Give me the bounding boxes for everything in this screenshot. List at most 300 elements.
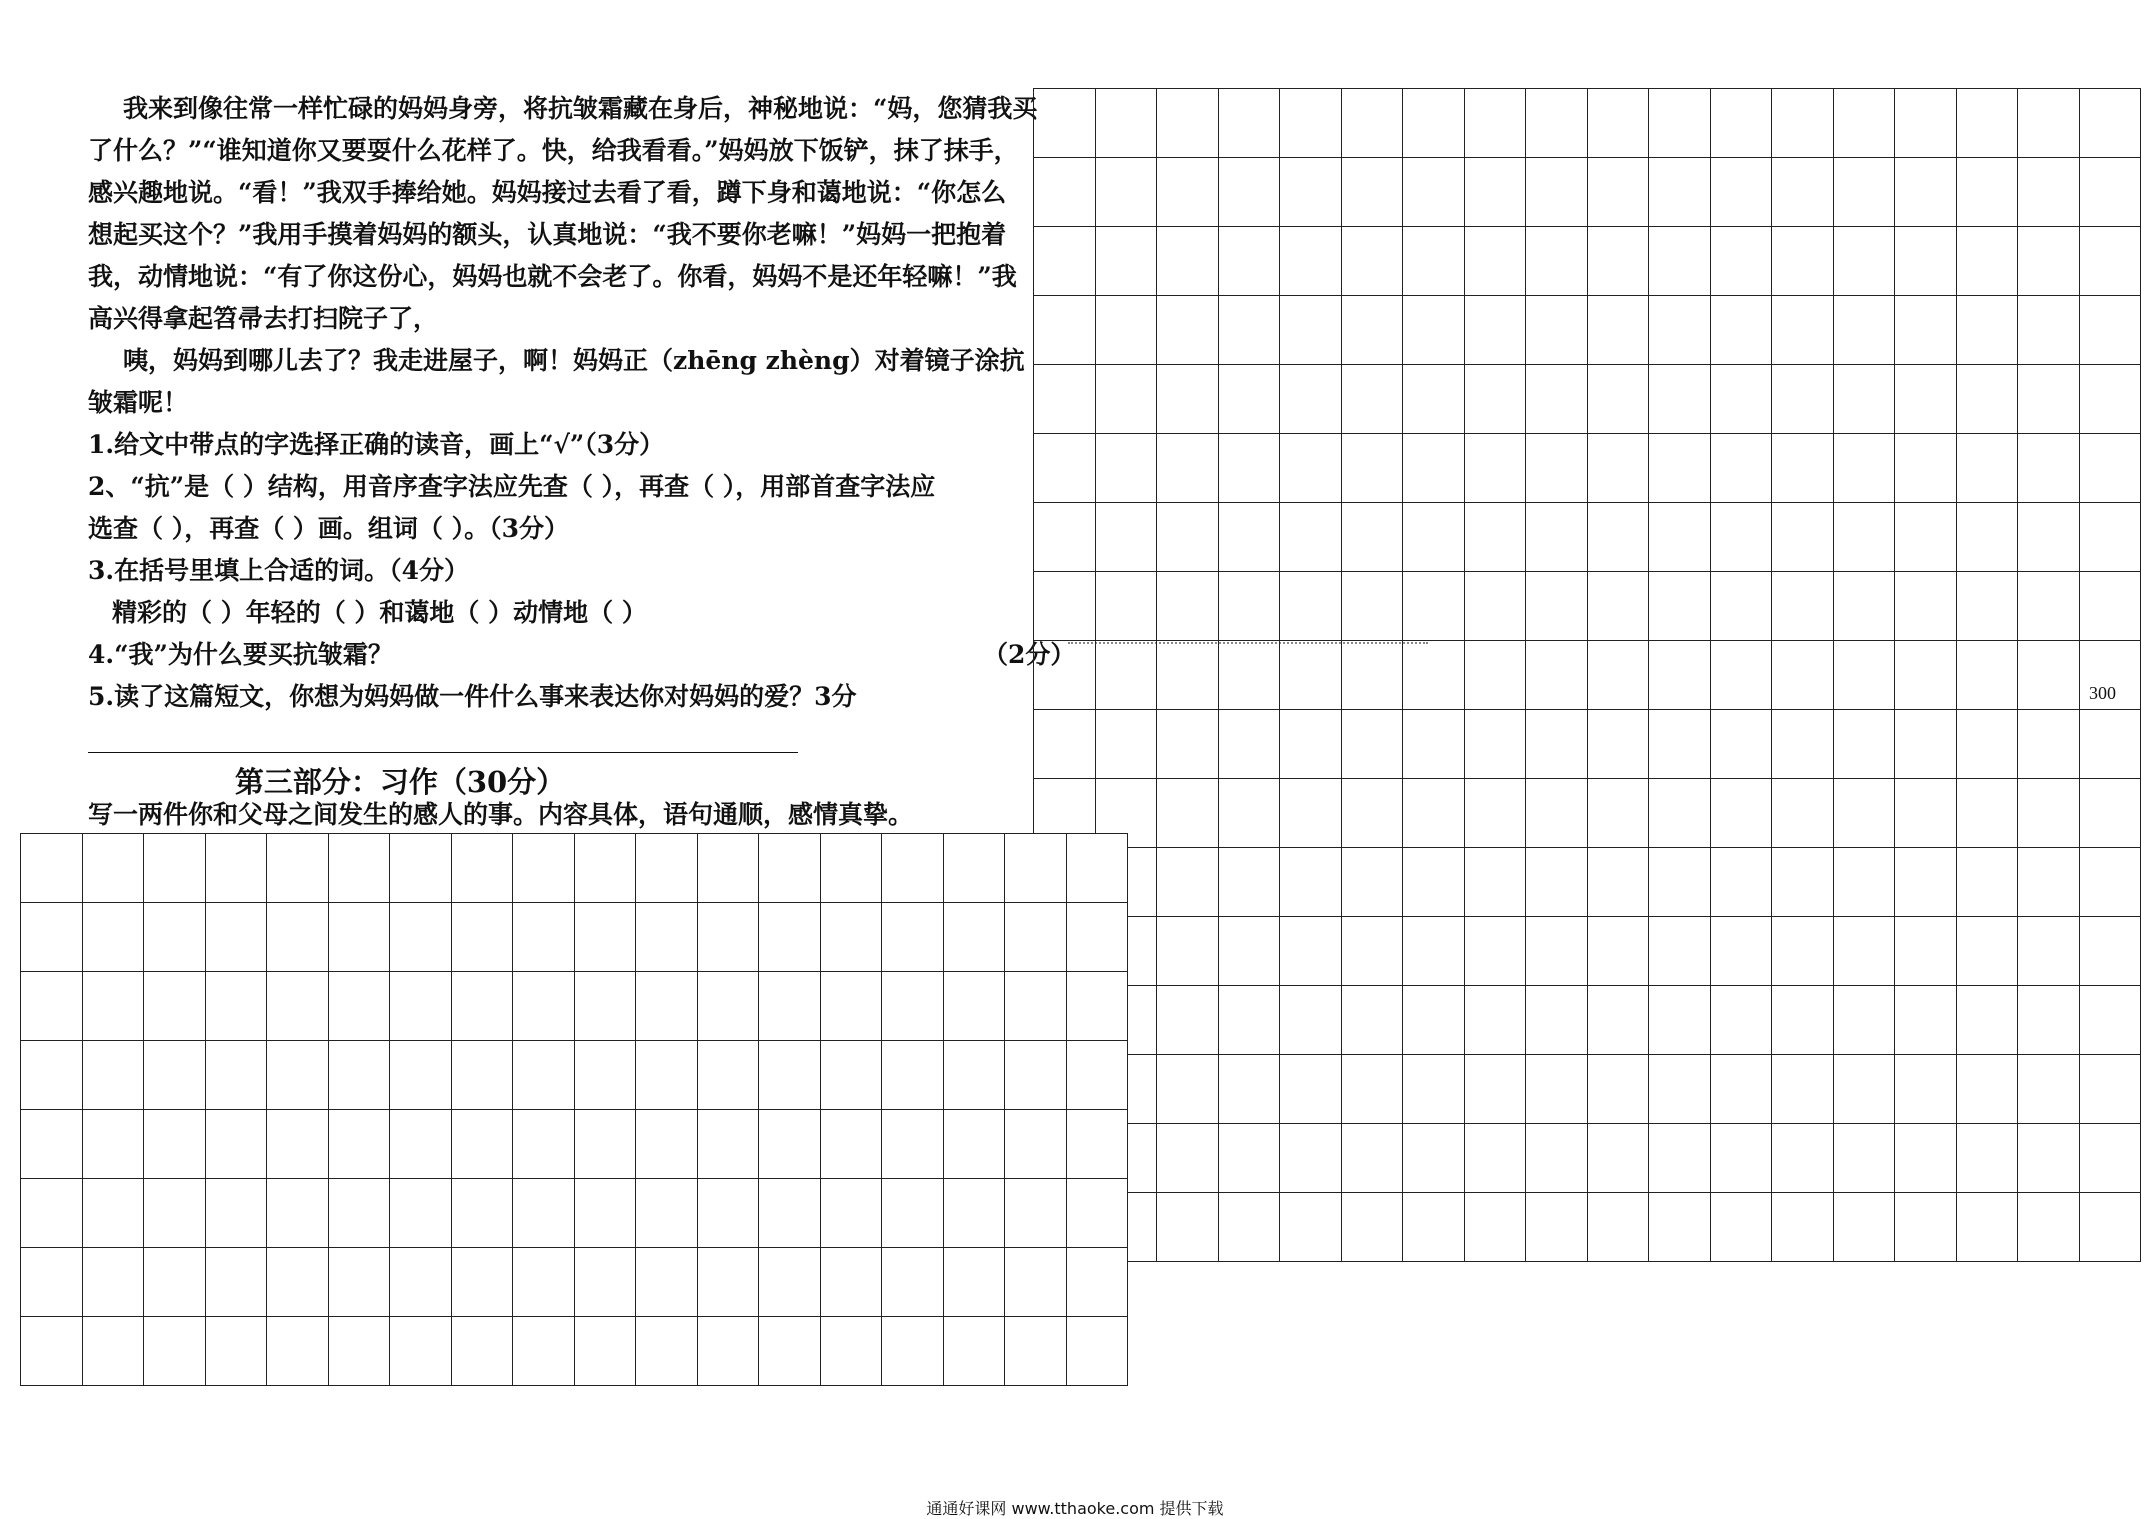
grid-cell: [1403, 986, 1465, 1055]
grid-cell: [1342, 710, 1404, 779]
grid-cell: [1588, 503, 1650, 572]
grid-cell: [1157, 986, 1219, 1055]
grid-cell: [1403, 779, 1465, 848]
grid-cell: [821, 834, 883, 903]
grid-cell: [1957, 1124, 2019, 1193]
grid-cell: [1034, 503, 1096, 572]
grid-cell: [206, 903, 268, 972]
grid-cell: [1096, 158, 1158, 227]
grid-cell: [1895, 986, 1957, 1055]
grid-cell: [944, 903, 1006, 972]
grid-cell: [1649, 227, 1711, 296]
grid-cell: [1895, 848, 1957, 917]
grid-cell: [1280, 641, 1342, 710]
footer: 通通好课网 www.tthaoke.com 提供下载: [926, 1499, 1224, 1518]
grid-cell: [1526, 710, 1588, 779]
grid-cell: [575, 1041, 637, 1110]
grid-cell: [1034, 710, 1096, 779]
grid-cell: [882, 1110, 944, 1179]
grid-cell: [759, 1248, 821, 1317]
grid-cell: [1280, 1193, 1342, 1262]
grid-cell: [1526, 434, 1588, 503]
grid-cell: [2080, 89, 2142, 158]
grid-cell: [390, 1179, 452, 1248]
grid-cell: [1834, 89, 1896, 158]
grid-cell: [1465, 227, 1527, 296]
grid-cell: [944, 834, 1006, 903]
grid-cell: [944, 1248, 1006, 1317]
grid-cell: [944, 1317, 1006, 1386]
grid-cell: [1034, 227, 1096, 296]
grid-cell: [21, 1110, 83, 1179]
grid-cell: [2018, 779, 2080, 848]
grid-cell: [1895, 1193, 1957, 1262]
grid-cell: [1067, 1041, 1129, 1110]
grid-cell: [821, 972, 883, 1041]
grid-cell: [1649, 710, 1711, 779]
grid-cell: [513, 1317, 575, 1386]
grid-cell: [1465, 296, 1527, 365]
grid-cell: [1711, 848, 1773, 917]
grid-cell: [83, 1248, 145, 1317]
grid-cell: [21, 1317, 83, 1386]
grid-cell: [1157, 503, 1219, 572]
grid-cell: [1219, 710, 1281, 779]
grid-cell: [1465, 1055, 1527, 1124]
grid-cell: [1957, 89, 2019, 158]
grid-cell: [575, 972, 637, 1041]
grid-cell: [1957, 572, 2019, 641]
grid-cell: [882, 1248, 944, 1317]
grid-cell: [2080, 917, 2142, 986]
grid-cell: [1957, 848, 2019, 917]
grid-cell: [1219, 365, 1281, 434]
grid-cell: [1649, 434, 1711, 503]
grid-cell: [1342, 986, 1404, 1055]
grid-cell: [21, 1179, 83, 1248]
grid-cell: [1280, 503, 1342, 572]
grid-cell: [944, 1179, 1006, 1248]
grid-cell: [329, 1041, 391, 1110]
grid-cell: [1895, 1124, 1957, 1193]
grid-cell: [1219, 503, 1281, 572]
grid-cell: [1280, 917, 1342, 986]
grid-cell: [1588, 158, 1650, 227]
grid-cell: [390, 972, 452, 1041]
grid-cell: [2018, 503, 2080, 572]
grid-cell: [1219, 779, 1281, 848]
grid-cell: [1649, 986, 1711, 1055]
grid-cell: [1219, 1193, 1281, 1262]
grid-cell: [1403, 848, 1465, 917]
grid-cell: [1157, 434, 1219, 503]
grid-cell: [1526, 641, 1588, 710]
grid-cell: [1588, 572, 1650, 641]
grid-cell: [1834, 641, 1896, 710]
grid-cell: [1465, 1124, 1527, 1193]
grid-cell: [1526, 89, 1588, 158]
grid-cell: [1772, 89, 1834, 158]
grid-cell: [2080, 572, 2142, 641]
grid-cell: [1957, 1055, 2019, 1124]
grid-cell: [267, 903, 329, 972]
grid-cell: [1342, 227, 1404, 296]
grid-cell: [1834, 227, 1896, 296]
grid-cell: [1280, 296, 1342, 365]
grid-cell: [944, 1041, 1006, 1110]
grid-cell: [698, 1041, 760, 1110]
grid-cell: [1834, 1124, 1896, 1193]
grid-cell: [206, 1317, 268, 1386]
grid-cell: [1772, 434, 1834, 503]
grid-cell: [1342, 779, 1404, 848]
grid-cell: [2018, 158, 2080, 227]
grid-cell: [1342, 572, 1404, 641]
grid-cell: [1067, 1179, 1129, 1248]
grid-cell: [1465, 779, 1527, 848]
grid-cell: [1403, 296, 1465, 365]
grid-cell: [513, 972, 575, 1041]
grid-cell: [1526, 1193, 1588, 1262]
grid-cell: [1526, 227, 1588, 296]
grid-cell: [1280, 1055, 1342, 1124]
grid-cell: [144, 972, 206, 1041]
grid-cell: [21, 1248, 83, 1317]
grid-cell: [1067, 1110, 1129, 1179]
grid-cell: [1465, 572, 1527, 641]
grid-cell: [1834, 296, 1896, 365]
grid-cell: [1895, 227, 1957, 296]
grid-cell: [1157, 917, 1219, 986]
grid-cell: [1526, 917, 1588, 986]
grid-cell: [267, 834, 329, 903]
grid-cell: [1834, 503, 1896, 572]
grid-cell: [329, 1110, 391, 1179]
grid-cell: [1588, 89, 1650, 158]
grid-cell: [1280, 986, 1342, 1055]
grid-cell: [636, 1248, 698, 1317]
grid-cell: [1772, 641, 1834, 710]
grid-cell: [1834, 158, 1896, 227]
passage-line: 咦，妈妈到哪儿去了？我走进屋子，啊！妈妈正（zhēng zhèng）对着镜子涂抗: [123, 346, 1025, 375]
grid-cell: [1219, 917, 1281, 986]
grid-cell: [1895, 89, 1957, 158]
passage-line: 我，动情地说：“有了你这份心，妈妈也就不会老了。你看，妈妈不是还年轻嘛！”我: [88, 262, 1017, 291]
grid-cell: [1403, 1193, 1465, 1262]
grid-cell: [1005, 1317, 1067, 1386]
grid-cell: [1157, 710, 1219, 779]
grid-cell: [1834, 1055, 1896, 1124]
grid-cell: [759, 1317, 821, 1386]
grid-cell: [1772, 503, 1834, 572]
grid-cell: [1157, 572, 1219, 641]
grid-cell: [1711, 917, 1773, 986]
grid-cell: [1772, 572, 1834, 641]
grid-cell: [1649, 572, 1711, 641]
grid-cell: [2018, 365, 2080, 434]
grid-cell: [452, 1179, 514, 1248]
grid-cell: [1280, 1124, 1342, 1193]
grid-cell: [1711, 503, 1773, 572]
grid-cell: [1096, 365, 1158, 434]
grid-cell: [636, 972, 698, 1041]
grid-cell: [1067, 1317, 1129, 1386]
grid-cell: [1096, 641, 1158, 710]
grid-cell: [1588, 710, 1650, 779]
grid-cell: [636, 903, 698, 972]
grid-cell: [2018, 710, 2080, 779]
grid-cell: [1649, 779, 1711, 848]
grid-cell: [513, 834, 575, 903]
grid-cell: [2018, 1055, 2080, 1124]
grid-cell: [882, 903, 944, 972]
grid-cell: [206, 1041, 268, 1110]
passage-line: 我来到像往常一样忙碌的妈妈身旁，将抗皱霜藏在身后，神秘地说：“妈，您猜我买: [123, 94, 1038, 123]
grid-cell: [1157, 1193, 1219, 1262]
grid-cell: [1157, 89, 1219, 158]
grid-cell: [698, 834, 760, 903]
grid-cell: [390, 1041, 452, 1110]
answer-blank-line: [88, 752, 798, 753]
grid-cell: [1957, 227, 2019, 296]
grid-cell: [1957, 1193, 2019, 1262]
grid-cell: [944, 972, 1006, 1041]
grid-cell: [1342, 641, 1404, 710]
grid-cell: [390, 903, 452, 972]
grid-cell: [206, 1110, 268, 1179]
grid-cell: [329, 834, 391, 903]
grid-cell: [575, 834, 637, 903]
grid-cell: [575, 1110, 637, 1179]
grid-cell: [390, 1110, 452, 1179]
question-2-line-1: 2、“抗”是（ ）结构，用音序查字法应先查（ ），再查（ ），用部首查字法应: [88, 472, 936, 501]
grid-cell: [1772, 986, 1834, 1055]
grid-cell: [1834, 365, 1896, 434]
grid-cell: [144, 1317, 206, 1386]
grid-cell: [329, 972, 391, 1041]
grid-cell: [267, 972, 329, 1041]
grid-cell: [144, 903, 206, 972]
grid-cell: [513, 1041, 575, 1110]
grid-cell: [575, 1317, 637, 1386]
grid-cell: [759, 903, 821, 972]
grid-cell: [821, 1110, 883, 1179]
grid-cell: [2080, 848, 2142, 917]
question-5: 5.读了这篇短文，你想为妈妈做一件什么事来表达你对妈妈的爱？3分: [88, 682, 857, 711]
grid-cell: [1465, 503, 1527, 572]
grid-cell: [1588, 641, 1650, 710]
writing-grid-left: [20, 833, 1128, 1386]
grid-cell: [1219, 158, 1281, 227]
grid-cell: [1280, 710, 1342, 779]
grid-cell: [452, 903, 514, 972]
grid-cell: [83, 1041, 145, 1110]
grid-cell: [698, 903, 760, 972]
grid-cell: [1588, 1124, 1650, 1193]
grid-cell: [1157, 227, 1219, 296]
grid-cell: [1005, 1041, 1067, 1110]
writing-grid-right: [1033, 88, 2141, 1262]
grid-cell: [1588, 917, 1650, 986]
grid-cell: [636, 1317, 698, 1386]
grid-cell: [821, 1248, 883, 1317]
grid-cell: [1957, 986, 2019, 1055]
grid-cell: [759, 972, 821, 1041]
section-title: 第三部分：习作（30分）: [234, 765, 566, 799]
grid-cell: [1342, 158, 1404, 227]
grid-cell: [1649, 503, 1711, 572]
grid-cell: [513, 1110, 575, 1179]
grid-cell: [83, 903, 145, 972]
grid-cell: [1649, 848, 1711, 917]
grid-cell: [452, 1248, 514, 1317]
grid-cell: [1005, 834, 1067, 903]
grid-cell: [698, 1110, 760, 1179]
grid-cell: [1649, 365, 1711, 434]
grid-cell: [1526, 365, 1588, 434]
grid-cell: [1772, 296, 1834, 365]
grid-cell: [698, 1248, 760, 1317]
grid-cell: [1526, 986, 1588, 1055]
grid-cell: [2080, 1124, 2142, 1193]
grid-cell: [1034, 158, 1096, 227]
grid-cell: [1403, 572, 1465, 641]
grid-cell: [83, 1317, 145, 1386]
grid-cell: [1895, 710, 1957, 779]
grid-cell: [1005, 903, 1067, 972]
grid-cell: [1067, 834, 1129, 903]
grid-cell: [1403, 917, 1465, 986]
grid-cell: [329, 1179, 391, 1248]
grid-cell: [1526, 1124, 1588, 1193]
grid-cell: [1649, 641, 1711, 710]
grid-cell: [1280, 365, 1342, 434]
grid-cell: [1711, 779, 1773, 848]
grid-cell: [1711, 710, 1773, 779]
grid-cell: [2080, 296, 2142, 365]
grid-cell: [1588, 434, 1650, 503]
passage-line: 了什么？”“谁知道你又要耍什么花样了。快，给我看看。”妈妈放下饭铲，抹了抹手，: [88, 136, 1019, 165]
grid-cell: [513, 1248, 575, 1317]
grid-cell: [821, 1041, 883, 1110]
grid-cell: [1403, 1055, 1465, 1124]
grid-cell: [1403, 89, 1465, 158]
grid-cell: [636, 834, 698, 903]
grid-cell: [1772, 710, 1834, 779]
grid-cell: [83, 1110, 145, 1179]
grid-cell: [1342, 296, 1404, 365]
grid-cell: [144, 1248, 206, 1317]
grid-cell: [575, 1248, 637, 1317]
grid-cell: [1157, 779, 1219, 848]
grid-cell: [1649, 1055, 1711, 1124]
grid-cell: [698, 1317, 760, 1386]
grid-cell: [882, 834, 944, 903]
grid-cell: [759, 1041, 821, 1110]
grid-cell: [390, 834, 452, 903]
grid-cell: [1280, 158, 1342, 227]
grid-cell: [21, 834, 83, 903]
grid-cell: [1219, 89, 1281, 158]
grid-cell: [21, 903, 83, 972]
grid-cell: [206, 972, 268, 1041]
grid-cell: [1280, 89, 1342, 158]
grid-cell: [1711, 296, 1773, 365]
grid-cell: [1280, 227, 1342, 296]
grid-cell: [1465, 986, 1527, 1055]
question-1: 1.给文中带点的字选择正确的读音，画上“√”（3分）: [88, 430, 665, 459]
passage-line: 皱霜呢！: [88, 388, 189, 417]
grid-cell: [1649, 158, 1711, 227]
grid-cell: [1465, 434, 1527, 503]
grid-cell: [1465, 158, 1527, 227]
grid-cell: [144, 1179, 206, 1248]
question-3: 3.在括号里填上合适的词。（4分）: [88, 556, 469, 585]
grid-cell: [2018, 296, 2080, 365]
grid-cell: [1034, 89, 1096, 158]
grid-cell: [1711, 434, 1773, 503]
grid-cell: [2080, 1193, 2142, 1262]
grid-cell: [2080, 434, 2142, 503]
grid-cell: [821, 903, 883, 972]
grid-cell: [1280, 434, 1342, 503]
grid-cell: [1834, 434, 1896, 503]
grid-cell: [2080, 227, 2142, 296]
grid-cell: [2018, 1124, 2080, 1193]
grid-cell: [206, 834, 268, 903]
grid-cell: [1834, 1193, 1896, 1262]
grid-cell: [1895, 434, 1957, 503]
grid-cell: [1526, 158, 1588, 227]
grid-cell: [1588, 365, 1650, 434]
grid-cell: [390, 1248, 452, 1317]
grid-cell: [1588, 986, 1650, 1055]
grid-cell: [1219, 1124, 1281, 1193]
grid-cell: [144, 834, 206, 903]
passage-line: 想起买这个？”我用手摸着妈妈的额头，认真地说：“我不要你老嘛！”妈妈一把抱着: [88, 220, 1007, 249]
grid-cell: [1588, 1055, 1650, 1124]
grid-cell: [882, 1179, 944, 1248]
grid-cell: [1067, 1248, 1129, 1317]
grid-cell: [1219, 296, 1281, 365]
grid-cell: [1588, 848, 1650, 917]
grid-cell: [1588, 296, 1650, 365]
grid-cell: [144, 1110, 206, 1179]
grid-cell: [1957, 641, 2019, 710]
grid-cell: [1711, 572, 1773, 641]
grid-cell: [267, 1179, 329, 1248]
grid-cell: [1526, 296, 1588, 365]
grid-cell: [759, 1110, 821, 1179]
grid-cell: [1465, 641, 1527, 710]
grid-cell: [1219, 848, 1281, 917]
grid-cell: [267, 1041, 329, 1110]
grid-cell: [1772, 227, 1834, 296]
grid-cell: [1219, 1055, 1281, 1124]
grid-cell: [1096, 434, 1158, 503]
grid-cell: [1895, 572, 1957, 641]
grid-cell: [636, 1110, 698, 1179]
grid-cell: [1342, 1055, 1404, 1124]
grid-cell: [1219, 641, 1281, 710]
passage-line: 感兴趣地说。“看！”我双手捧给她。妈妈接过去看了看，蹲下身和蔼地说：“你怎么: [88, 178, 1007, 207]
grid-cell: [1219, 434, 1281, 503]
grid-cell: [1834, 917, 1896, 986]
grid-cell: [1280, 779, 1342, 848]
question-3-items: 精彩的（ ）年轻的（ ）和蔼地（ ）动情地（ ）: [112, 598, 647, 627]
grid-cell: [575, 903, 637, 972]
grid-cell: [513, 1179, 575, 1248]
